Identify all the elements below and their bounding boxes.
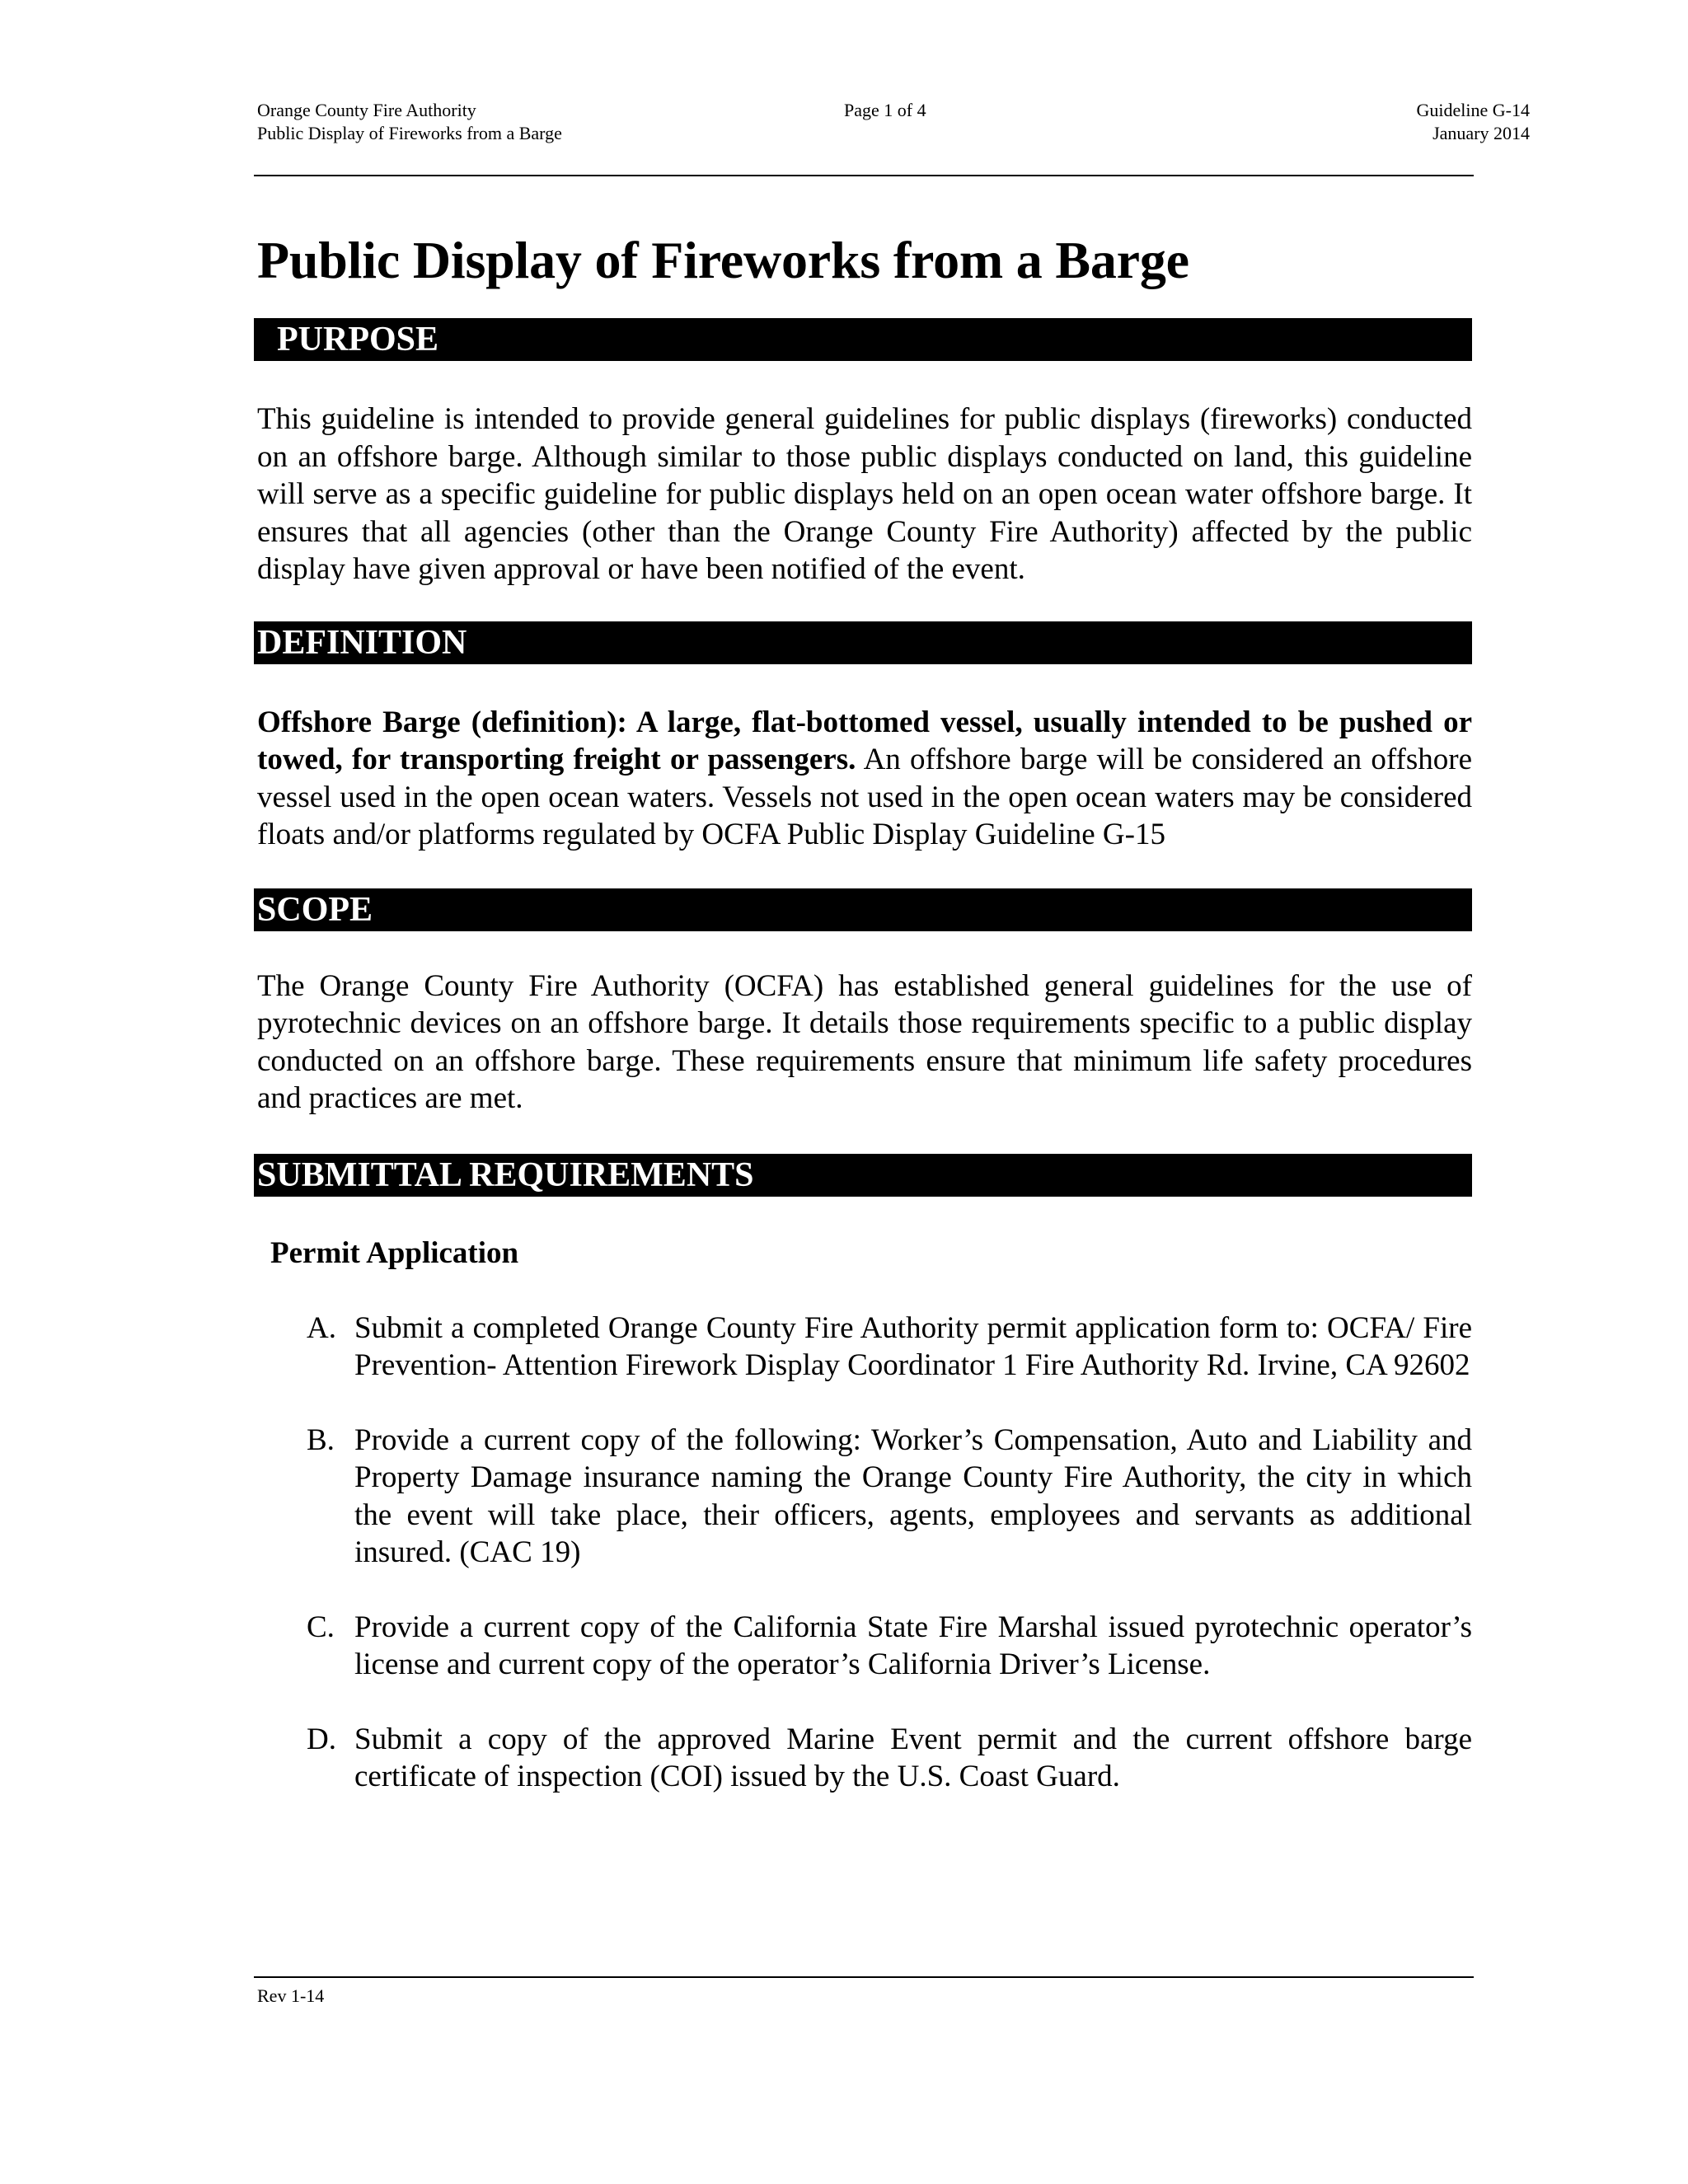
list-marker: C. <box>307 1610 335 1644</box>
header-page-number: Page 1 of 4 <box>844 100 926 120</box>
header-left <box>257 99 562 145</box>
document-body <box>257 229 1472 1796</box>
section-heading-definition: DEFINITION <box>254 621 1472 664</box>
list-item-text: Provide a current copy of the following: Worker’s Compensation, Auto and Liability and Property Damage insurance naming the Orange County Fire Authority, the city in which the event will take place, their officers, agents, employees and servants as additional insured. (CAC 19) <box>354 1422 1472 1569</box>
list-item-text: Submit a copy of the approved Marine Event permit and the current offshore barge certificate of inspection (COI) issued by the U.S. Coast Guard. <box>354 1722 1472 1793</box>
header-subject: Public Display of Fireworks from a Barge <box>257 123 562 143</box>
definition-term: Offshore Barge (definition): A large, flat-bottomed vessel, usually intended to be pushed or towed, for transporting freight or passengers. <box>257 705 1472 776</box>
list-marker: B. <box>307 1422 335 1457</box>
scope-paragraph: The Orange County Fire Authority (OCFA) has established general guidelines for the use of pyrotechnic devices on an offshore barge. It details those requirements specific to a public display conducted on an offshore barge. These requirements ensure that minimum life safety procedures and practices are met. <box>257 968 1472 1115</box>
definition-text: An offshore barge will be considered an offshore vessel used in the open ocean waters. Vessels not used in the open ocean waters may be considered floats and/or platforms regulated by OCFA Public Display Guideline G-15 <box>257 743 1472 851</box>
requirements-list <box>257 1310 1472 1796</box>
subheading-permit-application: Permit Application <box>270 1235 519 1270</box>
footer-revision: Rev 1-14 <box>257 1985 325 2006</box>
header-org: Orange County Fire Authority <box>257 100 476 120</box>
section-heading-scope: SCOPE <box>254 888 1472 931</box>
definition-paragraph <box>257 704 1472 854</box>
footer-rule <box>254 1976 1474 1978</box>
header-date: January 2014 <box>1432 123 1530 143</box>
list-item <box>257 1721 1472 1796</box>
list-item-text: Provide a current copy of the California State Fire Marshal issued pyrotechnic operator’s license and current copy of the operator’s California Driver’s License. <box>354 1610 1472 1681</box>
document-title: Public Display of Fireworks from a Barge <box>257 231 1189 289</box>
list-marker: A. <box>307 1310 336 1345</box>
section-heading-submittal: SUBMITTAL REQUIREMENTS <box>254 1154 1472 1197</box>
list-item-text: Submit a completed Orange County Fire Authority permit application form to: OCFA/ Fire Prevention- Attention Firework Display Coordinator 1 Fire Authority Rd. Irvine, CA 92602 <box>354 1310 1472 1382</box>
list-item <box>257 1422 1472 1572</box>
header-guideline-number: Guideline G-14 <box>1416 100 1530 120</box>
list-marker: D. <box>307 1722 336 1756</box>
purpose-paragraph: This guideline is intended to provide general guidelines for public displays (fireworks) conducted on an offshore barge. Although similar to those public displays conducted on land, this guideline will serve as a specific guideline for public displays held on an open ocean water offshore barge. It ensures that all agencies (other than the Orange County Fire Authority) affected by the public display have given approval or have been notified of the event. <box>257 402 1472 586</box>
header-right <box>1417 99 1530 145</box>
list-item <box>257 1609 1472 1684</box>
list-item <box>257 1310 1472 1385</box>
header-rule <box>254 175 1474 176</box>
section-heading-purpose: PURPOSE <box>254 318 1472 361</box>
running-header <box>257 99 1530 152</box>
